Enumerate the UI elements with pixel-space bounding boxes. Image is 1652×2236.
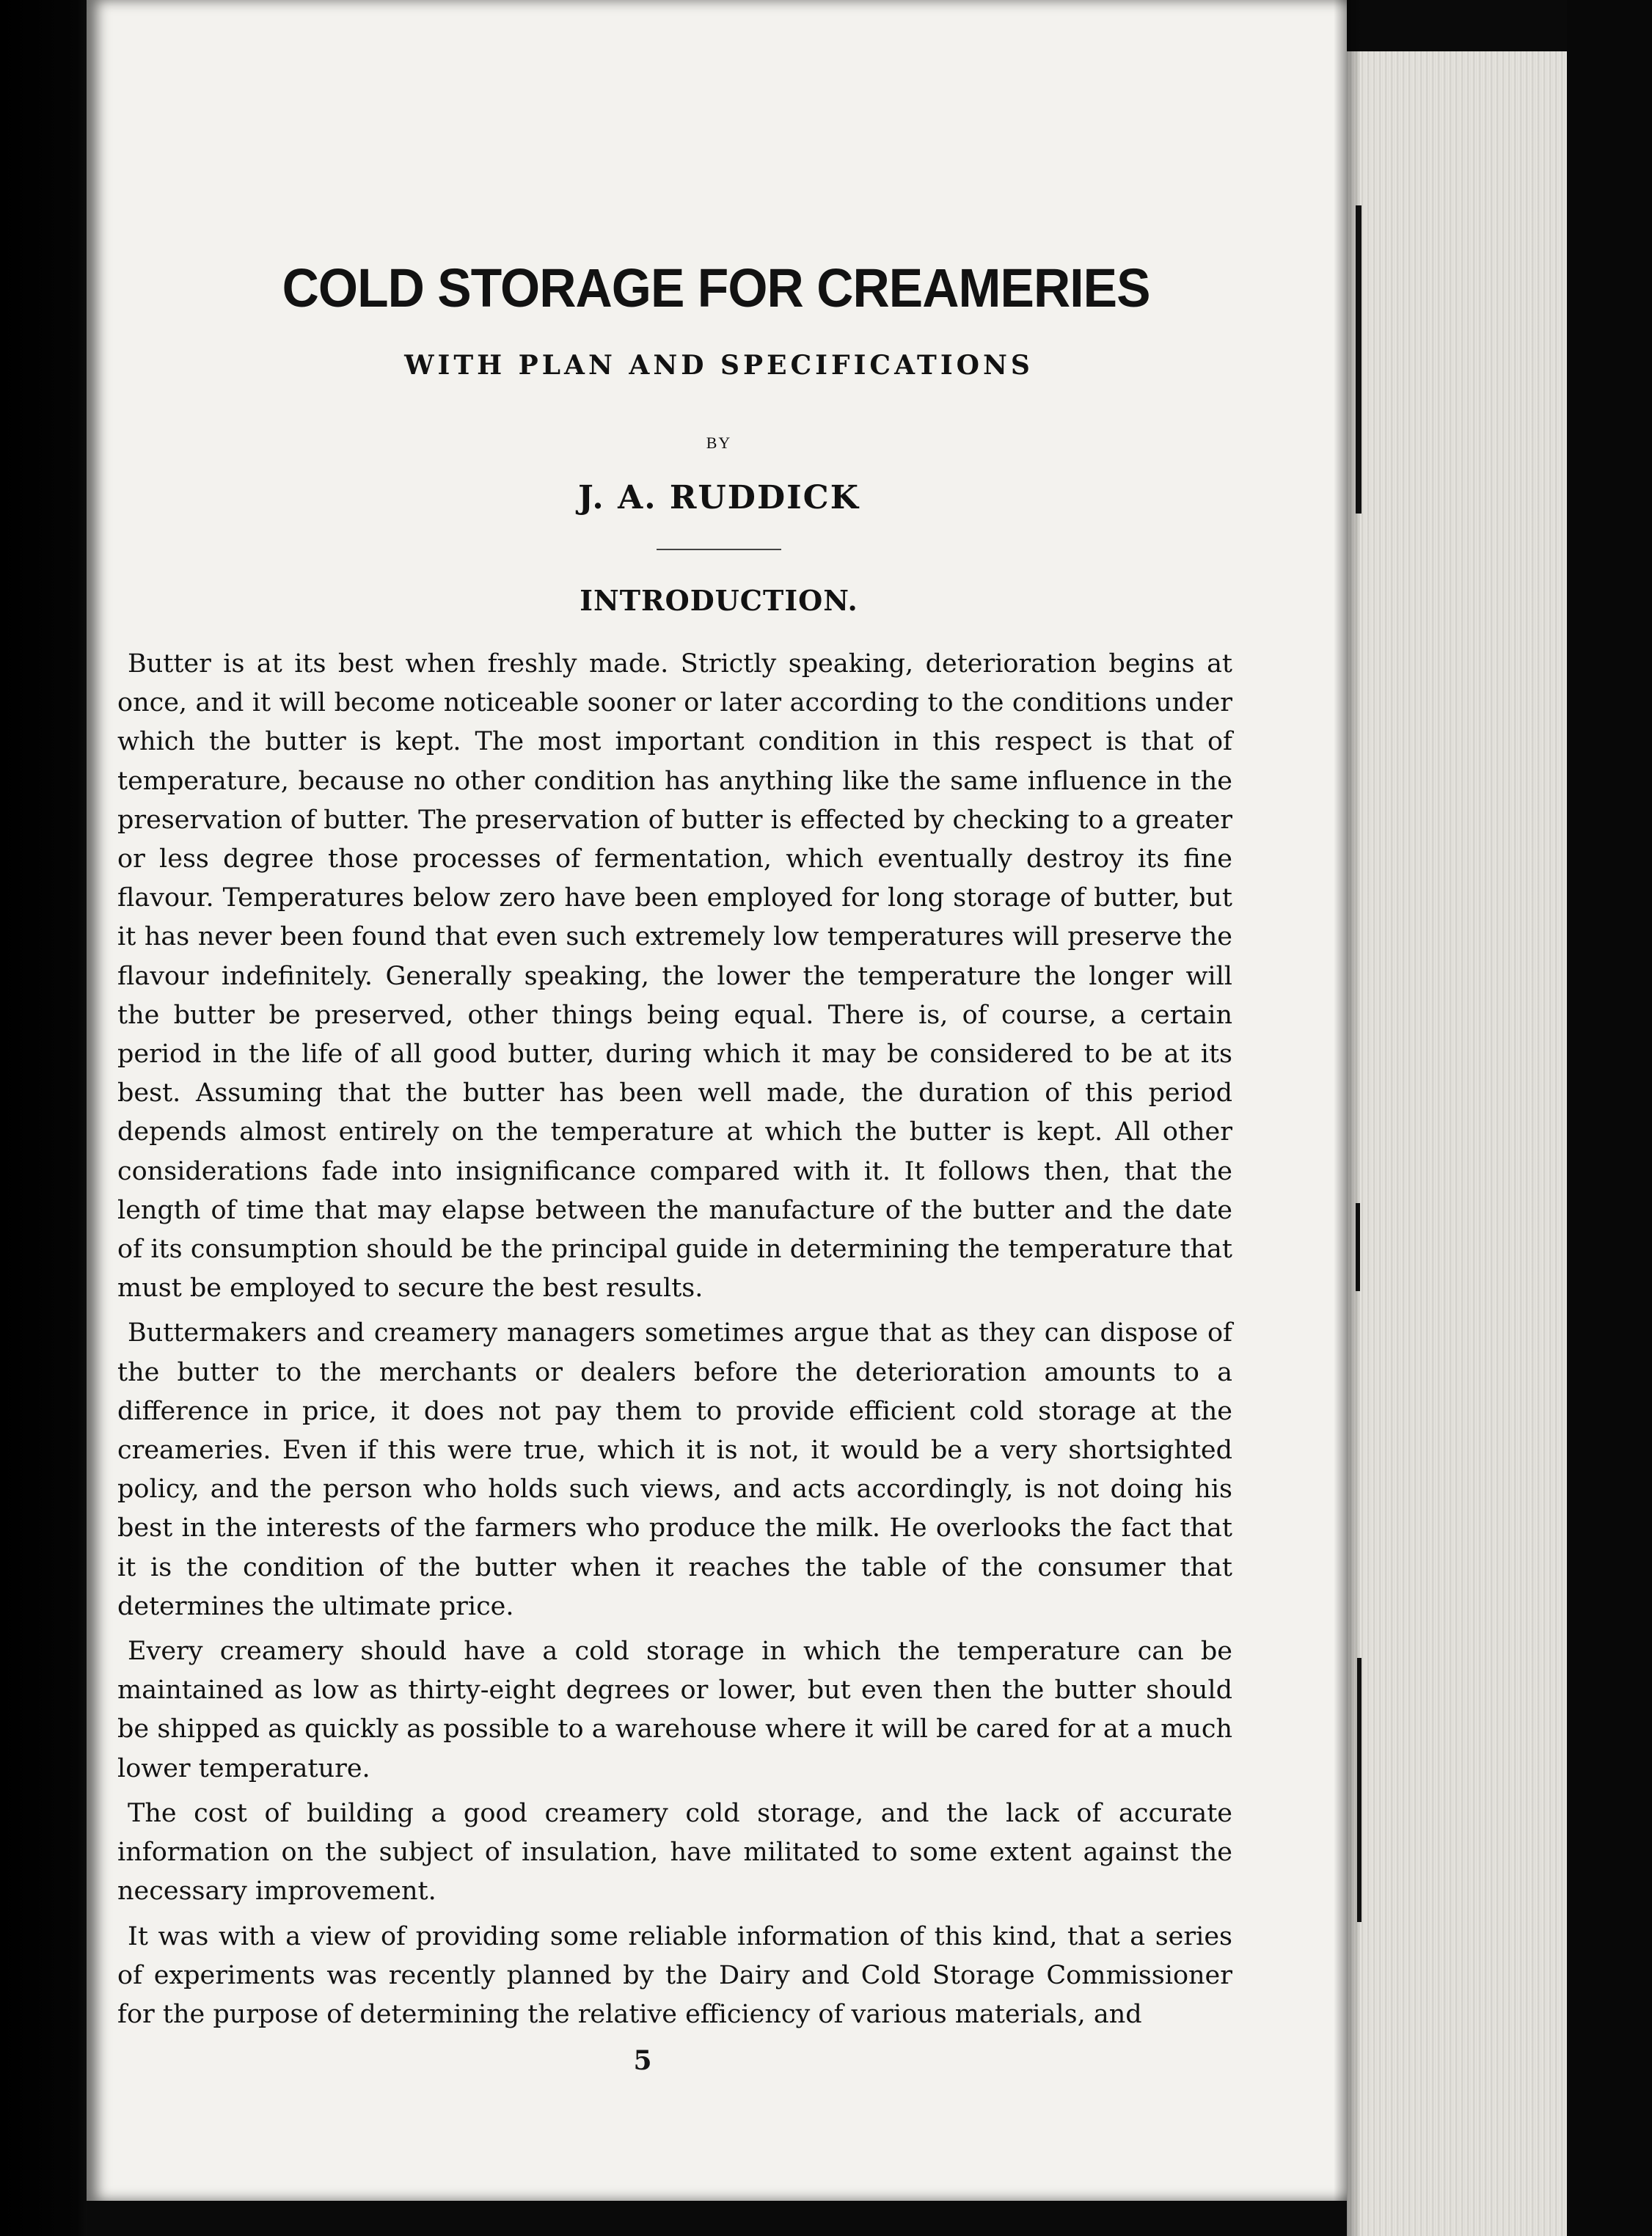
- paragraph: Buttermakers and creamery managers sometimes argue that as they can dispose of the butter to the merchants or dealers before the deterioration amounts to a difference in price, it does not pay them to provide efficient cold storage at the creameries. Even if this were true, which it is not, it would be a very shortsighted policy, and the person who holds such views, and acts accordingly, is not doing his best in the interests of the farmers who produce the milk. He overlooks the fact that it is the condition of the butter when it reaches the table of the consumer that determines the ultimate price.: [117, 1318, 1232, 1621]
- page-content: [110, 257, 1232, 2040]
- author-name: J. A. RUDDICK: [578, 479, 860, 516]
- paragraph: It was with a view of providing some reliable information of this kind, that a series of experiments was recently planned by the Dairy and Cold Storage Commissioner for the purpose of determining the relative efficiency of various materials, and: [117, 1921, 1232, 2029]
- scan-right-border: [1567, 0, 1652, 2236]
- page-number: 5: [633, 2045, 652, 2076]
- page-gutter-shadow: [1334, 0, 1360, 2236]
- section-heading: INTRODUCTION.: [580, 584, 858, 617]
- paragraph: The cost of building a good creamery cold storage, and the lack of accurate information on the subject of insulation, have militated to some extent against the necessary improvement.: [117, 1798, 1232, 1907]
- paragraph: Every creamery should have a cold storage in which the temperature can be maintained as low as thirty-eight degrees or lower, but even then the butter should be shipped as quickly as possible to a warehouse where it will be cared for at a much lower temperature.: [117, 1637, 1232, 1783]
- document-subtitle: WITH PLAN AND SPECIFICATIONS: [404, 350, 1034, 381]
- stacked-page-edges: [1347, 51, 1567, 2236]
- paragraph: Butter is at its best when freshly made. Strictly speaking, deterioration begins at once, and it will become noticeable sooner or later according to the conditions under which the butter is kept. The most important condition in this respect is that of temperature, because no other condition has anything like the same influence in the preservation of butter. The preservation of butter is effected by checking to a greater or less degree those processes of fermentation, which eventually destroy its fine flavour. Temperatures below zero have been employed for long storage of butter, but it has never been found that even such extremely low temperatures will preserve the flavour indefinitely. Generally speaking, the lower the temperature the longer will the butter be preserved, other things being equal. There is, of course, a certain period in the life of all good butter, during which it may be considered to be at its best. Assuming that the butter has been well made, the duration of this period depends almost entirely on the temperature at which the butter is kept. All other considerations fade into insignificance compared with it. It follows then, that the length of time that may elapse between the manufacture of the butter and the date of its consumption should be the principal guide in determining the temperature that must be employed to secure the best results.: [117, 649, 1232, 1304]
- document-title: COLD STORAGE FOR CREAMERIES: [282, 257, 1150, 318]
- scan-bottom-border: [87, 2201, 1347, 2236]
- title-divider: [657, 549, 781, 550]
- body-text: [110, 645, 1232, 2034]
- byline-prefix: BY: [706, 434, 732, 452]
